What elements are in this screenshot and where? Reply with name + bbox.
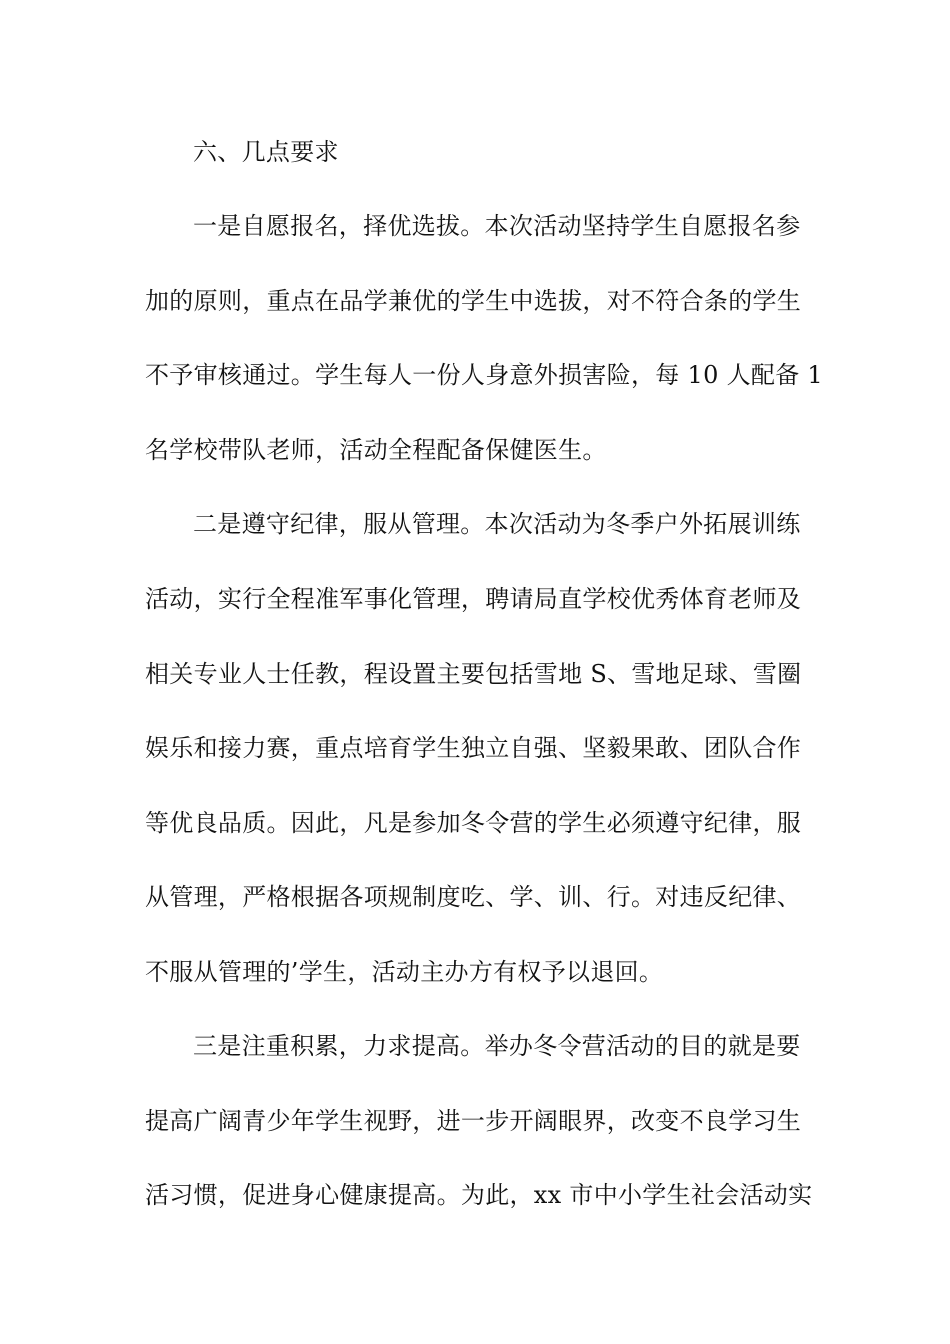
paragraph-line: 不予审核通过。学生每人一份人身意外损害险，每 10 人配备 1	[145, 361, 823, 389]
paragraph-line: 二是遵守纪律，服从管理。本次活动为冬季户外拓展训练	[193, 510, 801, 538]
paragraph-line: 娱乐和接力赛，重点培育学生独立自强、坚毅果敢、团队合作	[145, 734, 802, 762]
section-heading: 六、几点要求	[193, 138, 339, 166]
paragraph-line: 名学校带队老师，活动全程配备保健医生。	[145, 436, 607, 464]
paragraph-line: 提高广阔青少年学生视野，进一步开阔眼界，改变不良学习生	[145, 1107, 802, 1135]
paragraph-line: 加的原则，重点在品学兼优的学生中选拔，对不符合条的学生	[145, 287, 802, 315]
paragraph-line: 一是自愿报名，择优选拔。本次活动坚持学生自愿报名参	[193, 212, 801, 240]
paragraph-line: 等优良品质。因此，凡是参加冬令营的学生必须遵守纪律，服	[145, 809, 802, 837]
paragraph-line: 三是注重积累，力求提高。举办冬令营活动的目的就是要	[193, 1032, 801, 1060]
paragraph-line: 不服从管理的’学生，活动主办方有权予以退回。	[145, 958, 664, 986]
paragraph-line: 活习惯，促进身心健康提高。为此，xx 市中小学生社会活动实	[145, 1181, 813, 1209]
paragraph-line: 从管理，严格根据各项规制度吃、学、训、行。对违反纪律、	[145, 883, 802, 911]
paragraph-line: 相关专业人士任教，程设置主要包括雪地 S、雪地足球、雪圈	[145, 660, 802, 688]
paragraph-line: 活动，实行全程准军事化管理，聘请局直学校优秀体育老师及	[145, 585, 802, 613]
